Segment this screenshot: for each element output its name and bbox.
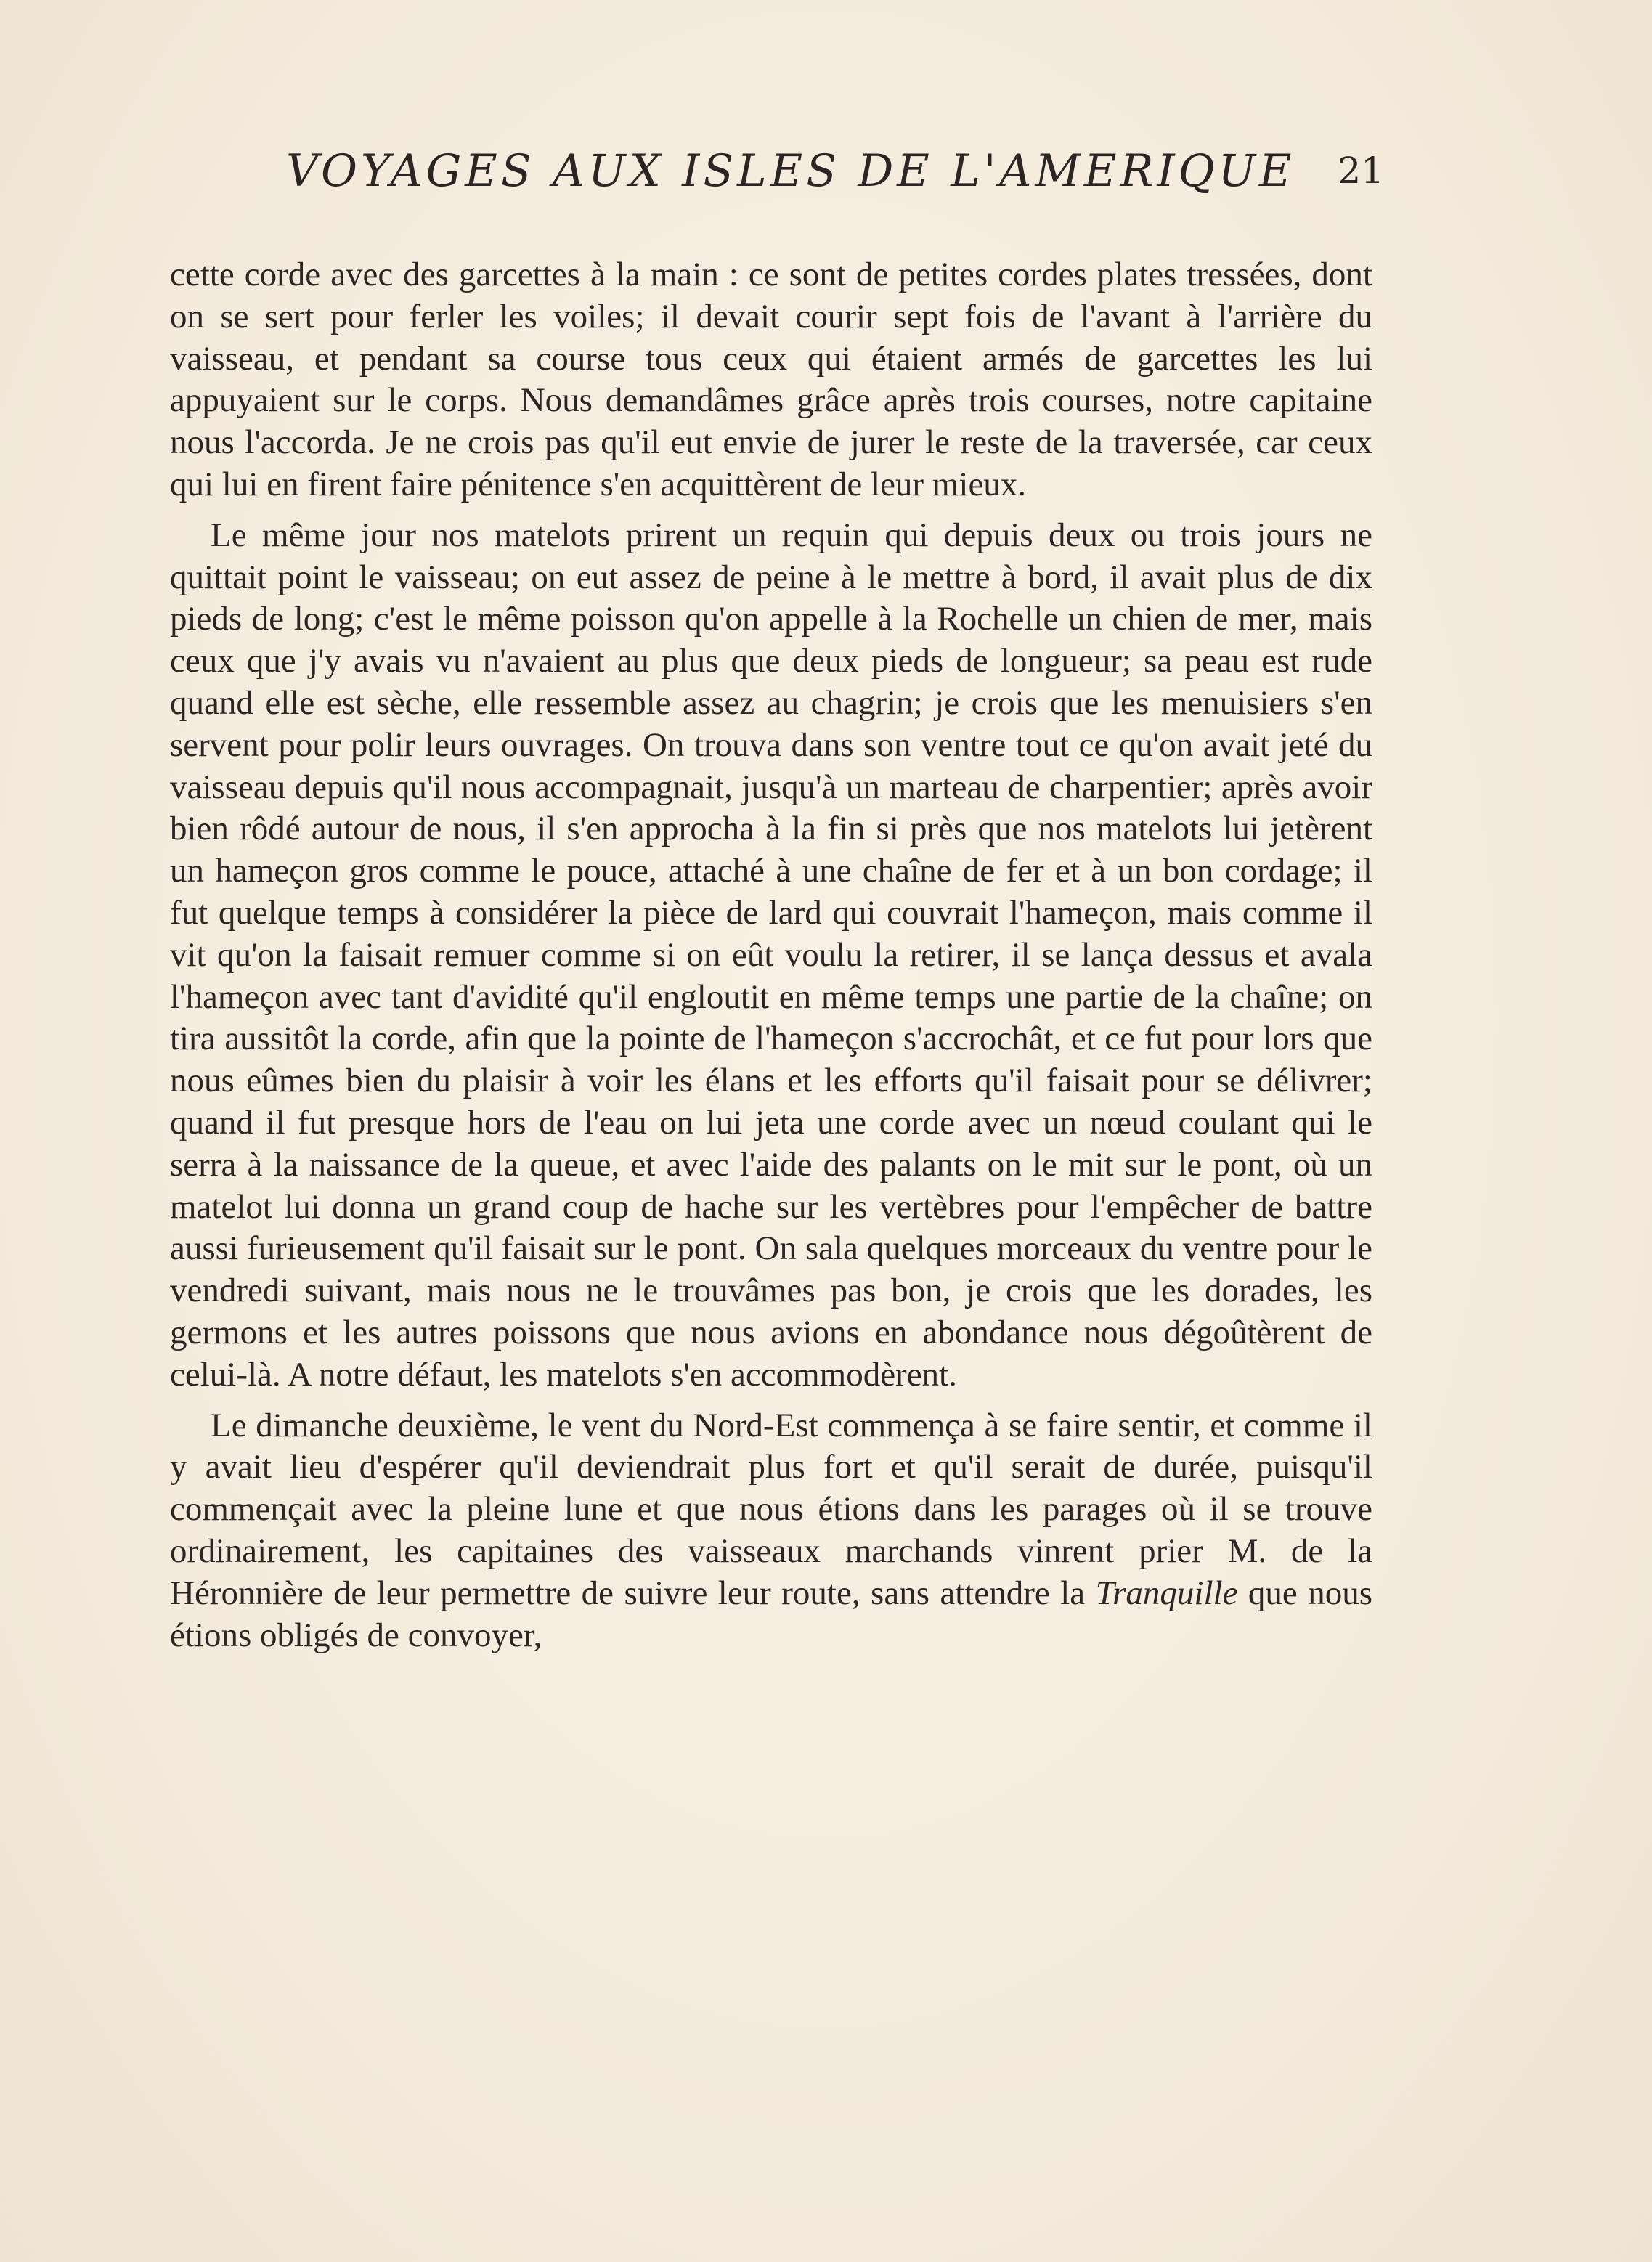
paragraph-3	[170, 1405, 1372, 1657]
running-title: VOYAGES AUX ISLES DE L'AMERIQUE	[286, 145, 1295, 197]
paragraph-2: Le même jour nos matelots prirent un requin qui depuis deux ou trois jours ne quittait point le vaisseau; on eut assez de peine à le mettre à bord, il avait plus de dix pieds de long; c'est le même poisson qu'on appelle à la Rochelle un chien de mer, mais ceux que j'y avais vu n'avaient au plus que deux pieds de longueur; sa peau est rude quand elle est sèche, elle ressemble assez au chagrin; je crois que les menuisiers s'en servent pour polir leurs ouvrages. On trouva dans son ventre tout ce qu'on avait jeté du vaisseau depuis qu'il nous accompagnait, jusqu'à un marteau de charpentier; après avoir bien rôdé autour de nous, il s'en approcha à la fin si près que nos matelots lui jetèrent un hameçon gros comme le pouce, attaché à une chaîne de fer et à un bon cordage; il fut quelque temps à considérer la pièce de lard qui couvrait l'hameçon, mais comme il vit qu'on la faisait remuer comme si on eût voulu la retirer, il se lança dessus et avala l'hameçon avec tant d'avidité qu'il engloutit en même temps une partie de la chaîne; on tira aussitôt la corde, afin que la pointe de l'hameçon s'accrochât, et ce fut pour lors que nous eûmes bien du plaisir à voir les élans et les efforts qu'il faisait pour se délivrer; quand il fut presque hors de l'eau on lui jeta une corde avec un nœud coulant qui le serra à la naissance de la queue, et avec l'aide des palants on le mit sur le pont, où un matelot lui donna un grand coup de hache sur les vertèbres pour l'empêcher de battre aussi furieusement qu'il faisait sur le pont. On sala quelques morceaux du ventre pour le vendredi suivant, mais nous ne le trouvâmes pas bon, je crois que les dorades, les germons et les autres poissons que nous avions en abondance nous dégoûtèrent de celui-là. A notre défaut, les matelots s'en accommodèrent.	[170, 516, 1372, 1394]
body-text	[170, 254, 1372, 1665]
paragraph-3-text-after: que nous étions obligés de convoyer,	[170, 1574, 1373, 1654]
page-number: 21	[1338, 150, 1384, 192]
running-header	[170, 145, 1384, 203]
ship-name-italic: Tranquille	[1095, 1574, 1238, 1612]
paragraph-3-text-before: Le dimanche deuxième, le vent du Nord-Est commença à se faire sentir, et comme il y avait lieu d'espérer qu'il deviendrait plus fort et qu'il serait de durée, puisqu'il commençait avec la pleine lune et que nous étions dans les parages où il se trouve ordinairement, les capitaines des vaisseaux marchands vinrent prier M. de la Héronnière de leur permettre de suivre leur route, sans attendre la	[170, 1406, 1372, 1612]
paragraph-1: cette corde avec des garcettes à la main : ce sont de petites cordes plates tressées, dont on se sert pour ferler les voiles; il devait courir sept fois de l'avant à l'arrière du vaisseau, et pendant sa course tous ceux qui étaient armés de garcettes les lui appuyaient sur le corps. Nous demandâmes grâce après trois courses, notre capitaine nous l'accorda. Je ne crois pas qu'il eut envie de jurer le reste de la traversée, car ceux qui lui en firent faire pénitence s'en acquittèrent de leur mieux.	[170, 256, 1372, 503]
